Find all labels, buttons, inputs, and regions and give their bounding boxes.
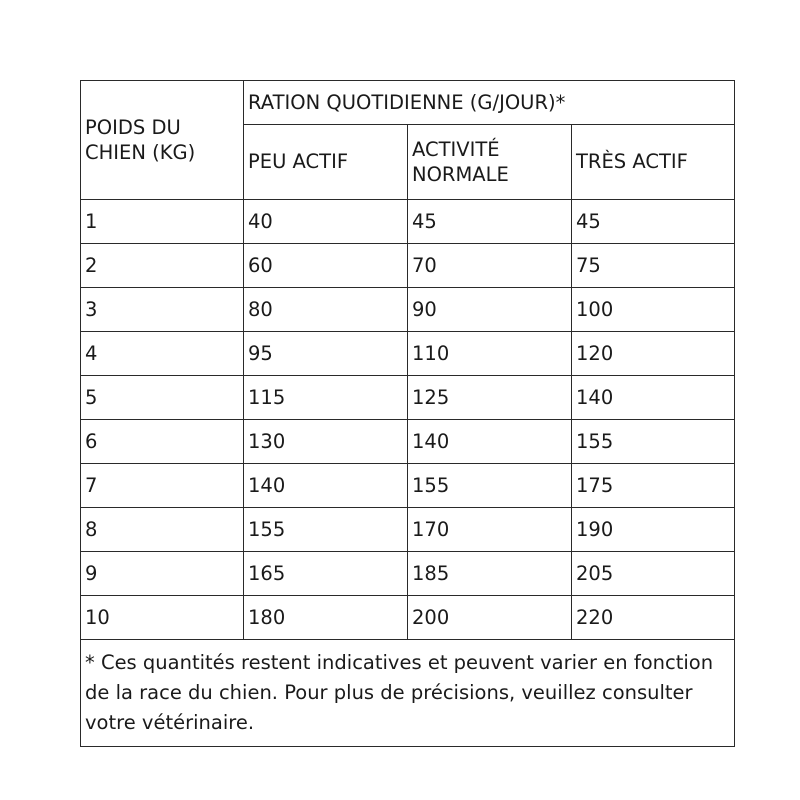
table-body: [81, 200, 735, 640]
subheader-normal-activity: ACTIVITÉ NORMALE: [408, 125, 572, 200]
ration-cell: 180: [244, 596, 408, 640]
table-row: [81, 288, 735, 332]
ration-cell: 140: [572, 376, 735, 420]
ration-cell: 45: [408, 200, 572, 244]
table-row: [81, 376, 735, 420]
ration-cell: 60: [244, 244, 408, 288]
ration-table: [80, 80, 735, 747]
ration-cell: 155: [244, 508, 408, 552]
weight-cell: 1: [81, 200, 244, 244]
subheader-low-activity: PEU ACTIF: [244, 125, 408, 200]
weight-cell: 6: [81, 420, 244, 464]
ration-cell: 125: [408, 376, 572, 420]
weight-cell: 7: [81, 464, 244, 508]
ration-cell: 45: [572, 200, 735, 244]
ration-cell: 95: [244, 332, 408, 376]
ration-cell: 140: [408, 420, 572, 464]
ration-cell: 185: [408, 552, 572, 596]
table-row: [81, 552, 735, 596]
ration-cell: 165: [244, 552, 408, 596]
table-row: [81, 464, 735, 508]
weight-cell: 3: [81, 288, 244, 332]
ration-cell: 155: [408, 464, 572, 508]
ration-cell: 200: [408, 596, 572, 640]
weight-cell: 8: [81, 508, 244, 552]
ration-cell: 205: [572, 552, 735, 596]
ration-cell: 75: [572, 244, 735, 288]
table-row: [81, 200, 735, 244]
ration-cell: 140: [244, 464, 408, 508]
table-row: [81, 596, 735, 640]
ration-cell: 110: [408, 332, 572, 376]
ration-cell: 220: [572, 596, 735, 640]
ration-cell: 70: [408, 244, 572, 288]
ration-cell: 155: [572, 420, 735, 464]
table-row: [81, 244, 735, 288]
weight-cell: 9: [81, 552, 244, 596]
weight-cell: 5: [81, 376, 244, 420]
table-row: [81, 332, 735, 376]
ration-cell: 170: [408, 508, 572, 552]
ration-cell: 175: [572, 464, 735, 508]
ration-cell: 40: [244, 200, 408, 244]
table-row: [81, 420, 735, 464]
ration-cell: 120: [572, 332, 735, 376]
weight-column-header: POIDS DU CHIEN (KG): [81, 81, 244, 200]
ration-cell: 190: [572, 508, 735, 552]
ration-column-header: RATION QUOTIDIENNE (G/JOUR)*: [244, 81, 735, 125]
table-row: [81, 508, 735, 552]
weight-cell: 10: [81, 596, 244, 640]
ration-cell: 100: [572, 288, 735, 332]
ration-cell: 130: [244, 420, 408, 464]
weight-cell: 4: [81, 332, 244, 376]
ration-cell: 115: [244, 376, 408, 420]
ration-cell: 80: [244, 288, 408, 332]
footnote: * Ces quantités restent indicatives et peuvent varier en fonction de la race du chien. Pour plus de précisions, veuillez consulter votre vétérinaire.: [81, 640, 735, 747]
weight-cell: 2: [81, 244, 244, 288]
ration-cell: 90: [408, 288, 572, 332]
subheader-high-activity: TRÈS ACTIF: [572, 125, 735, 200]
